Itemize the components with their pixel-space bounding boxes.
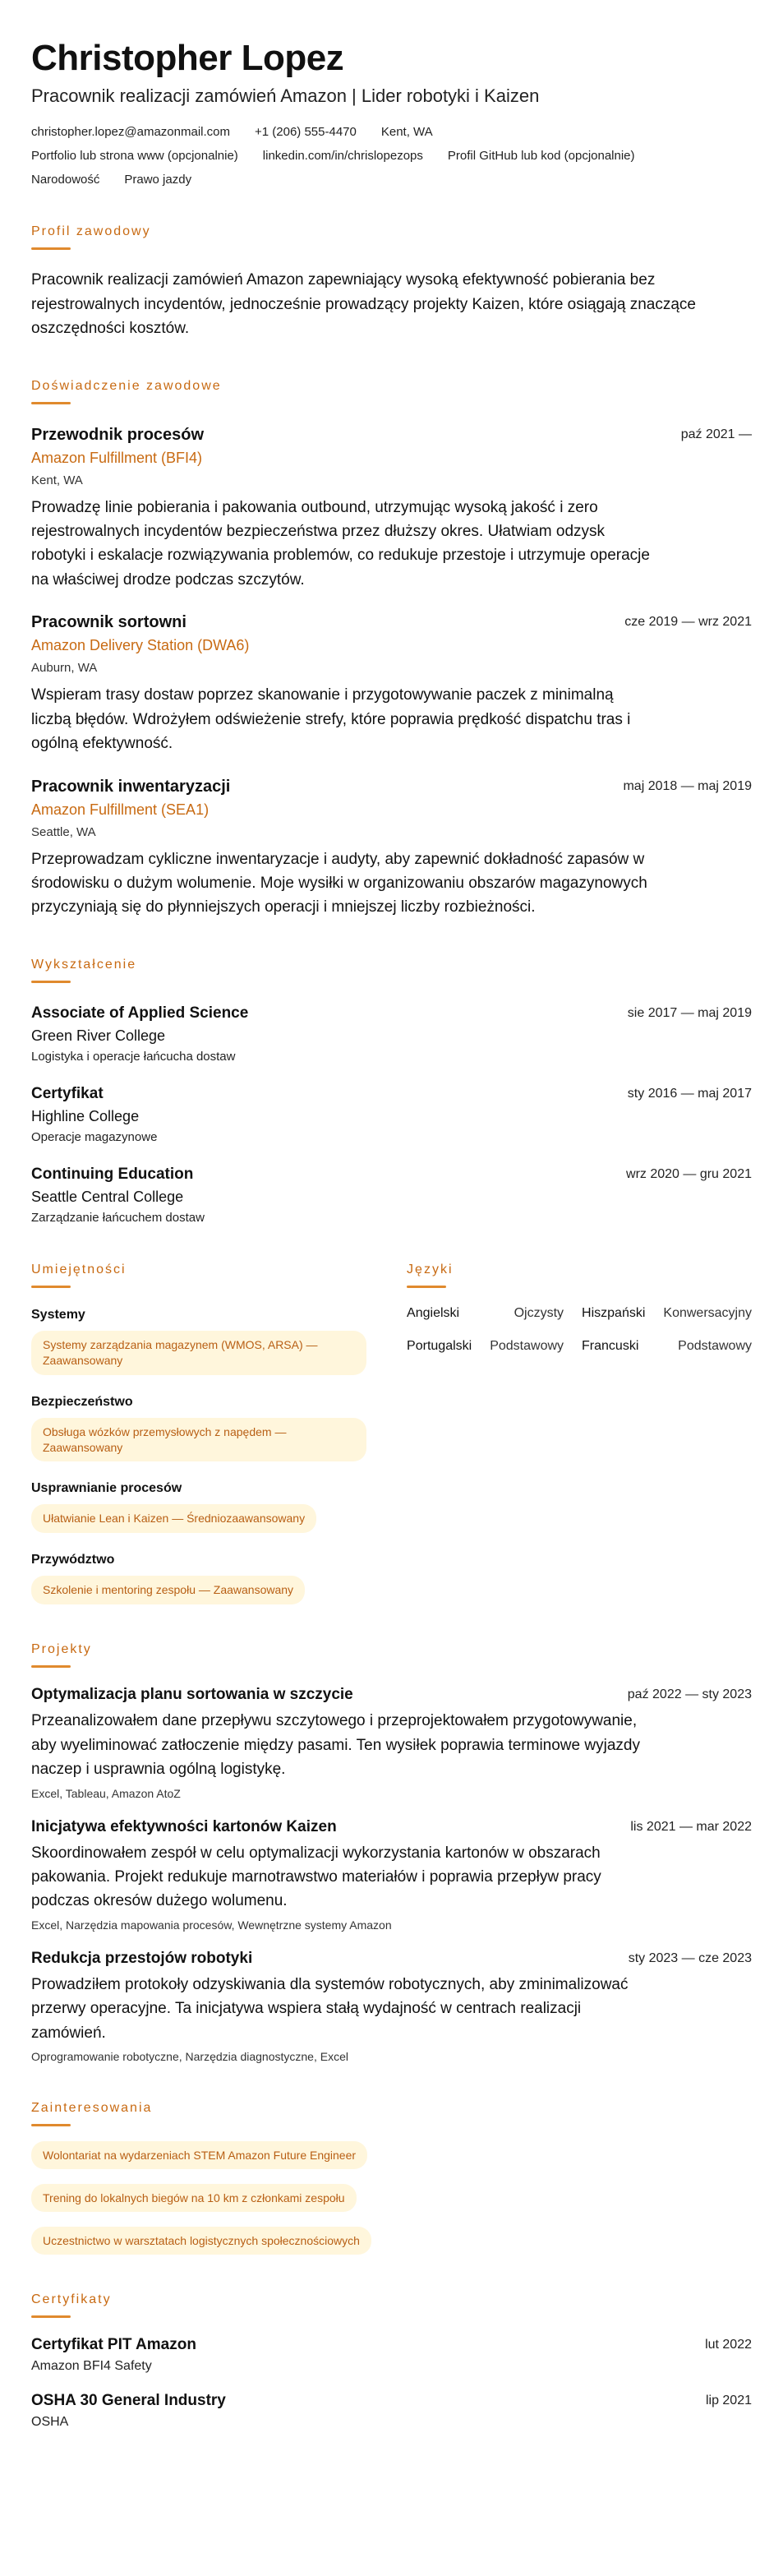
experience-location: Seattle, WA bbox=[31, 824, 96, 839]
certificate-title: Certyfikat PIT Amazon bbox=[31, 2336, 196, 2354]
section-rule bbox=[31, 1286, 71, 1288]
education-field: Logistyka i operacje łańcucha dostaw bbox=[31, 1049, 236, 1064]
experience-entry bbox=[31, 778, 752, 920]
experience-company: Amazon Fulfillment (BFI4) bbox=[31, 449, 203, 466]
languages-grid bbox=[407, 1306, 752, 1354]
skill-group bbox=[31, 1308, 372, 1375]
contact-row-1 bbox=[31, 125, 752, 139]
project-tech: Excel, Tableau, Amazon AtoZ bbox=[31, 1786, 181, 1800]
project-description: Przeanalizowałem dane przepływu szczytowego i przeprojektowałem przygotowywanie, aby wyeliminować zatłoczenie między pasami. Ten wysiłek poprawia terminowe wyjazdy naczep i usprawnia ogólną logistykę. bbox=[31, 1712, 640, 1779]
section-title-profile: Profil zawodowy bbox=[31, 224, 151, 239]
language-name: Angielski bbox=[407, 1305, 460, 1320]
experience-description: Przeprowadzam cykliczne inwentaryzacje i audyty, aby zapewnić dokładność zapasów w środowisku o dużym wolumenie. Moje wysiłki w organizowaniu obszarów magazynowych przyczyniają się do płynniejszych operacji i mniejszej liczby rozbieżności. bbox=[31, 850, 647, 916]
skill-pill: Systemy zarządzania magazynem (WMOS, ARSA) — Zaawansowany bbox=[31, 1331, 366, 1375]
languages-section bbox=[407, 1263, 752, 1604]
contact-email[interactable]: christopher.lopez@amazonmail.com bbox=[31, 125, 230, 140]
education-section bbox=[31, 958, 752, 1225]
skill-group bbox=[31, 1481, 372, 1533]
certificate-date: lut 2022 bbox=[705, 2338, 752, 2352]
language-level: Ojczysty bbox=[514, 1305, 564, 1320]
skills-languages-row bbox=[31, 1263, 752, 1604]
language-level: Podstawowy bbox=[678, 1338, 752, 1353]
experience-company: Amazon Fulfillment (SEA1) bbox=[31, 801, 210, 818]
education-date: sty 2016 — maj 2017 bbox=[627, 1086, 752, 1101]
contact-linkedin[interactable]: linkedin.com/in/chrislopezops bbox=[262, 149, 423, 164]
education-date: wrz 2020 — gru 2021 bbox=[626, 1166, 752, 1181]
education-degree: Continuing Education bbox=[31, 1165, 194, 1183]
language-level: Podstawowy bbox=[490, 1338, 564, 1353]
section-rule bbox=[31, 2315, 71, 2318]
project-title: Optymalizacja planu sortowania w szczycie bbox=[31, 1686, 353, 1704]
education-school: Highline College bbox=[31, 1107, 140, 1124]
project-title: Redukcja przestojów robotyki bbox=[31, 1949, 253, 1967]
project-description: Skoordinowałem zespół w celu optymalizacji wykorzystania kartonów w obszarach pakowania. Projekt redukuje marnotrawstwo materiałów i poprawia przepływ pracy podczas okresów dużego wolumenu. bbox=[31, 1844, 601, 1910]
certificate-org: OSHA bbox=[31, 2415, 69, 2430]
experience-role: Pracownik sortowni bbox=[31, 613, 187, 632]
candidate-name: Christopher Lopez bbox=[31, 38, 344, 78]
project-description: Prowadziłem protokoły odzyskiwania dla systemów robotycznych, aby zminimalizować przerwy operacyjne. Ta inicjatywa wspiera stałą wydajność w centrach realizacji zamówień. bbox=[31, 1975, 629, 2042]
project-date: paź 2022 — sty 2023 bbox=[627, 1687, 752, 1702]
education-degree: Associate of Applied Science bbox=[31, 1004, 249, 1022]
experience-date: maj 2018 — maj 2019 bbox=[623, 778, 752, 793]
language-level: Konwersacyjny bbox=[663, 1305, 752, 1320]
experience-entry bbox=[31, 613, 752, 755]
certificate-org: Amazon BFI4 Safety bbox=[31, 2359, 152, 2374]
contact-nationality: Narodowość bbox=[31, 173, 100, 187]
education-entry bbox=[31, 1004, 752, 1064]
interest-pill: Trening do lokalnych biegów na 10 km z członkami zespołu bbox=[31, 2184, 357, 2212]
section-title-skills: Umiejętności bbox=[31, 1262, 127, 1276]
contact-github[interactable]: Profil GitHub lub kod (opcjonalnie) bbox=[447, 149, 635, 164]
certificate-title: OSHA 30 General Industry bbox=[31, 2392, 226, 2410]
experience-location: Auburn, WA bbox=[31, 661, 98, 676]
contact-license: Prawo jazdy bbox=[124, 173, 192, 187]
experience-role: Pracownik inwentaryzacji bbox=[31, 777, 231, 796]
education-school: Seattle Central College bbox=[31, 1188, 184, 1205]
section-title-certificates: Certyfikaty bbox=[31, 2292, 112, 2307]
education-degree: Certyfikat bbox=[31, 1084, 104, 1102]
certificate-entry bbox=[31, 2336, 752, 2374]
interests-section bbox=[31, 2101, 752, 2255]
contact-row-2 bbox=[31, 149, 752, 163]
skill-pill: Ułatwianie Lean i Kaizen — Średniozaawansowany bbox=[31, 1504, 316, 1533]
education-school: Green River College bbox=[31, 1027, 166, 1044]
skill-group-title: Systemy bbox=[31, 1307, 85, 1322]
certificate-date: lip 2021 bbox=[705, 2394, 752, 2408]
section-rule bbox=[31, 981, 71, 983]
profile-section bbox=[31, 224, 752, 340]
interest-pill: Wolontariat na wydarzeniach STEM Amazon Future Engineer bbox=[31, 2141, 367, 2169]
project-tech: Oprogramowanie robotyczne, Narzędzia diagnostyczne, Excel bbox=[31, 2050, 348, 2064]
project-entry bbox=[31, 1818, 752, 1932]
section-title-education: Wykształcenie bbox=[31, 957, 137, 972]
section-rule bbox=[31, 1665, 71, 1668]
section-title-projects: Projekty bbox=[31, 1642, 92, 1657]
interest-pill: Uczestnictwo w warsztatach logistycznych społecznościowych bbox=[31, 2227, 371, 2255]
experience-location: Kent, WA bbox=[31, 473, 83, 487]
experience-description: Wspieram trasy dostaw poprzez skanowanie i przygotowywanie paczek z minimalną liczbą błędów. Wdrożyłem odświeżenie strefy, które poprawia prędkość dispatchu tras i ogólną efektywność. bbox=[31, 686, 631, 753]
experience-date: cze 2019 — wrz 2021 bbox=[624, 615, 752, 630]
education-date: sie 2017 — maj 2019 bbox=[627, 1005, 752, 1020]
experience-company: Amazon Delivery Station (DWA6) bbox=[31, 637, 250, 654]
projects-section bbox=[31, 1642, 752, 2063]
interests-list bbox=[31, 2141, 752, 2255]
contact-phone[interactable]: +1 (206) 555-4470 bbox=[255, 125, 357, 140]
experience-date: paź 2021 — bbox=[680, 427, 752, 441]
skill-group-title: Bezpieczeństwo bbox=[31, 1394, 133, 1409]
project-title: Inicjatywa efektywności kartonów Kaizen bbox=[31, 1817, 337, 1835]
section-title-experience: Doświadczenie zawodowe bbox=[31, 378, 222, 393]
skill-group-title: Usprawnianie procesów bbox=[31, 1481, 182, 1496]
contact-location: Kent, WA bbox=[380, 125, 433, 140]
experience-description: Prowadzę linie pobierania i pakowania outbound, utrzymując wysoką jakość i zero rejestrowalnych incydentów bezpieczeństwa przez dłuższy okres. Ułatwiam odzysk robotyki i eskalacje rozwiązywania problemów, co redukuje przestoje i utrzymuje operacje na właściwej drodze podczas szczytów. bbox=[31, 498, 650, 589]
education-field: Zarządzanie łańcuchem dostaw bbox=[31, 1210, 205, 1225]
certificates-section bbox=[31, 2292, 752, 2430]
project-date: lis 2021 — mar 2022 bbox=[630, 1819, 752, 1834]
section-rule bbox=[31, 2124, 71, 2126]
experience-section bbox=[31, 379, 752, 920]
profile-text: Pracownik realizacji zamówień Amazon zapewniający wysoką efektywność pobierania bez rejestrowalnych incydentów, jednocześnie prowadzący projekty Kaizen, które osiągają znaczące oszczędności kosztów. bbox=[31, 271, 696, 338]
skill-group-title: Przywództwo bbox=[31, 1553, 115, 1567]
education-entry bbox=[31, 1085, 752, 1144]
section-rule bbox=[31, 402, 71, 404]
section-title-languages: Języki bbox=[407, 1262, 454, 1276]
language-name: Hiszpański bbox=[582, 1305, 646, 1320]
contact-section bbox=[31, 125, 752, 187]
experience-role: Przewodnik procesów bbox=[31, 425, 205, 444]
section-title-interests: Zainteresowania bbox=[31, 2101, 153, 2116]
skills-section bbox=[31, 1263, 372, 1604]
section-rule bbox=[31, 247, 71, 250]
project-tech: Excel, Narzędzia mapowania procesów, Wewnętrzne systemy Amazon bbox=[31, 1918, 392, 1932]
education-entry bbox=[31, 1166, 752, 1225]
skill-pill: Szkolenie i mentoring zespołu — Zaawansowany bbox=[31, 1576, 305, 1604]
education-field: Operacje magazynowe bbox=[31, 1129, 158, 1144]
experience-entry bbox=[31, 426, 752, 593]
certificate-entry bbox=[31, 2392, 752, 2430]
project-entry bbox=[31, 1686, 752, 1799]
language-name: Francuski bbox=[582, 1338, 639, 1353]
language-name: Portugalski bbox=[407, 1338, 472, 1353]
skill-group bbox=[31, 1395, 372, 1462]
section-rule bbox=[407, 1286, 446, 1288]
project-entry bbox=[31, 1950, 752, 2063]
contact-portfolio[interactable]: Portfolio lub strona www (opcjonalnie) bbox=[31, 149, 238, 164]
contact-row-3 bbox=[31, 173, 752, 187]
candidate-subtitle: Pracownik realizacji zamówień Amazon | Lider robotyki i Kaizen bbox=[31, 85, 540, 107]
skill-pill: Obsługa wózków przemysłowych z napędem — Zaawansowany bbox=[31, 1418, 366, 1462]
skill-group bbox=[31, 1553, 372, 1604]
project-date: sty 2023 — cze 2023 bbox=[628, 1950, 752, 1965]
